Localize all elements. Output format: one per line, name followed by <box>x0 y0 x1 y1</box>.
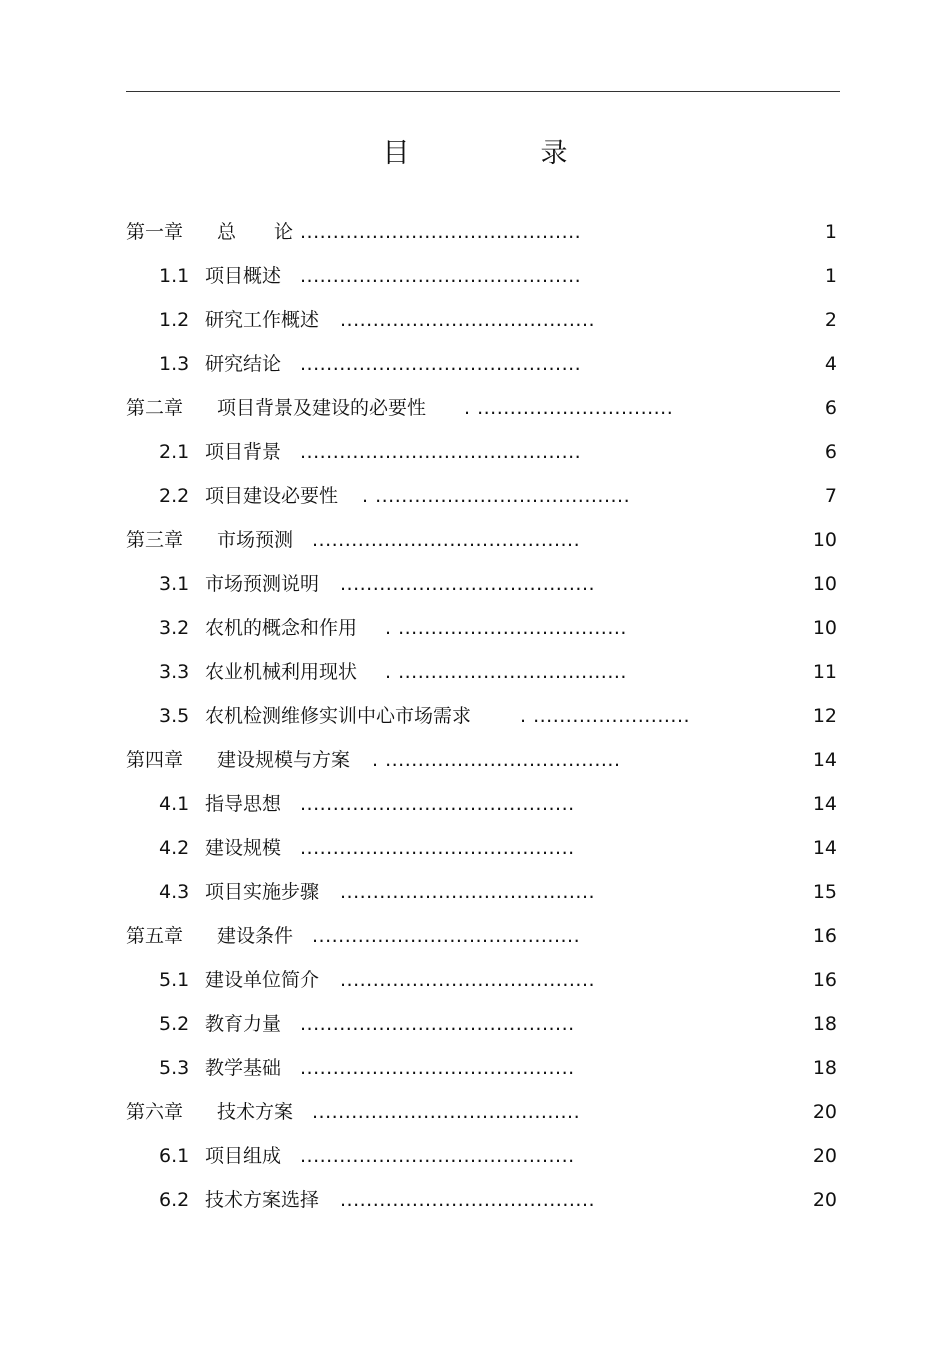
toc-entry-title: 农业机械利用现状 <box>205 661 358 683</box>
toc-entry-2-1[interactable] <box>0 430 950 474</box>
toc-page-number: 14 <box>812 793 837 815</box>
toc-entry-4-1[interactable] <box>0 782 950 826</box>
toc-entry-3-1[interactable] <box>0 562 950 606</box>
toc-entry-title: 项目组成 <box>205 1145 282 1167</box>
toc-leader-dots: .......................................... <box>300 1145 575 1167</box>
toc-entry-title: 建设规模 <box>205 837 282 859</box>
toc-entry-number: 4.1 <box>159 793 190 815</box>
toc-entry-title: 总 论 <box>217 221 294 243</box>
toc-entry-chapter-1[interactable] <box>0 210 950 254</box>
toc-leader-dots: ....................................... <box>340 573 596 595</box>
toc-entry-number: 第四章 <box>126 749 184 771</box>
toc-entry-title: 项目建设必要性 <box>205 485 339 507</box>
toc-entry-title: 建设条件 <box>217 925 294 947</box>
toc-entry-chapter-3[interactable] <box>0 518 950 562</box>
toc-entry-6-2[interactable] <box>0 1178 950 1222</box>
toc-entry-title: 建设规模与方案 <box>217 749 351 771</box>
toc-leader-dots: ........................................... <box>300 265 582 287</box>
toc-leader-dots: ........................................... <box>300 353 582 375</box>
toc-leader-dots: . ................................... <box>385 661 627 683</box>
toc-page-number: 1 <box>824 221 837 243</box>
toc-entry-title: 项目背景 <box>205 441 282 463</box>
toc-page-number: 12 <box>812 705 837 727</box>
toc-entry-title: 技术方案 <box>217 1101 294 1123</box>
toc-entry-number: 3.1 <box>159 573 190 595</box>
toc-page-number: 6 <box>824 397 837 419</box>
toc-entry-number: 4.3 <box>159 881 190 903</box>
toc-entry-number: 2.2 <box>159 485 190 507</box>
toc-entry-number: 3.5 <box>159 705 190 727</box>
toc-page-number: 10 <box>812 617 837 639</box>
toc-entry-number: 5.3 <box>159 1057 190 1079</box>
toc-entry-5-1[interactable] <box>0 958 950 1002</box>
toc-entry-3-3[interactable] <box>0 650 950 694</box>
toc-page-number: 20 <box>812 1101 837 1123</box>
toc-leader-dots: .......................................... <box>300 837 575 859</box>
toc-leader-dots: . .............................. <box>464 397 674 419</box>
toc-entry-title: 研究工作概述 <box>205 309 320 331</box>
toc-page-number: 20 <box>812 1189 837 1211</box>
toc-entry-1-2[interactable] <box>0 298 950 342</box>
toc-page-number: 1 <box>824 265 837 287</box>
toc-entry-chapter-2[interactable] <box>0 386 950 430</box>
toc-page-number: 4 <box>824 353 837 375</box>
toc-leader-dots: ........................................... <box>300 221 582 243</box>
toc-entry-number: 第五章 <box>126 925 184 947</box>
toc-page-number: 10 <box>812 573 837 595</box>
toc-leader-dots: . ................................... <box>385 617 627 639</box>
toc-leader-dots: ........................................... <box>300 441 582 463</box>
toc-entry-chapter-4[interactable] <box>0 738 950 782</box>
toc-entry-3-2[interactable] <box>0 606 950 650</box>
toc-entry-number: 1.1 <box>159 265 190 287</box>
toc-entry-5-3[interactable] <box>0 1046 950 1090</box>
toc-page-number: 7 <box>824 485 837 507</box>
toc-leader-dots: ......................................... <box>312 529 581 551</box>
toc-entry-number: 第三章 <box>126 529 184 551</box>
toc-entry-number: 第六章 <box>126 1101 184 1123</box>
header-rule <box>126 91 840 92</box>
toc-leader-dots: . ....................................... <box>362 485 631 507</box>
toc-entry-number: 1.3 <box>159 353 190 375</box>
toc-leader-dots: .......................................... <box>300 1057 575 1079</box>
toc-entry-1-1[interactable] <box>0 254 950 298</box>
toc-entry-title: 教育力量 <box>205 1013 282 1035</box>
page-title: 目 录 <box>382 138 620 169</box>
toc-leader-dots: ....................................... <box>340 309 596 331</box>
toc-entry-title: 农机检测维修实训中心市场需求 <box>205 705 472 727</box>
toc-entry-number: 3.2 <box>159 617 190 639</box>
toc-leader-dots: .......................................... <box>300 793 575 815</box>
toc-leader-dots: ....................................... <box>340 1189 596 1211</box>
toc-entry-number: 3.3 <box>159 661 190 683</box>
toc-entry-title: 市场预测 <box>217 529 294 551</box>
toc-entry-title: 市场预测说明 <box>205 573 320 595</box>
toc-leader-dots: ......................................... <box>312 925 581 947</box>
toc-page-number: 18 <box>812 1057 837 1079</box>
toc-page-number: 18 <box>812 1013 837 1035</box>
toc-entry-chapter-6[interactable] <box>0 1090 950 1134</box>
toc-leader-dots: .......................................... <box>300 1013 575 1035</box>
toc-entry-number: 第一章 <box>126 221 184 243</box>
toc-entry-title: 研究结论 <box>205 353 282 375</box>
toc-entry-number: 1.2 <box>159 309 190 331</box>
toc-entry-3-5[interactable] <box>0 694 950 738</box>
toc-entry-number: 4.2 <box>159 837 190 859</box>
toc-leader-dots: ....................................... <box>340 969 596 991</box>
toc-entry-chapter-5[interactable] <box>0 914 950 958</box>
toc-entry-title: 项目概述 <box>205 265 282 287</box>
toc-entry-number: 2.1 <box>159 441 190 463</box>
toc-entry-title: 项目背景及建设的必要性 <box>217 397 427 419</box>
toc-entry-number: 第二章 <box>126 397 184 419</box>
toc-page-number: 6 <box>824 441 837 463</box>
toc-page-number: 11 <box>812 661 837 683</box>
toc-entry-title: 项目实施步骤 <box>205 881 320 903</box>
toc-page-number: 20 <box>812 1145 837 1167</box>
toc-entry-4-3[interactable] <box>0 870 950 914</box>
toc-entry-title: 技术方案选择 <box>205 1189 320 1211</box>
toc-page-number: 14 <box>812 749 837 771</box>
toc-entry-number: 6.2 <box>159 1189 190 1211</box>
toc-page-number: 10 <box>812 529 837 551</box>
toc-page-number: 14 <box>812 837 837 859</box>
toc-entry-title: 教学基础 <box>205 1057 282 1079</box>
toc-entry-title: 建设单位简介 <box>205 969 320 991</box>
toc-entry-title: 农机的概念和作用 <box>205 617 358 639</box>
toc-page-number: 15 <box>812 881 837 903</box>
toc-entry-number: 5.2 <box>159 1013 190 1035</box>
toc-page-number: 2 <box>824 309 837 331</box>
toc-leader-dots: ......................................... <box>312 1101 581 1123</box>
toc-leader-dots: . .................................... <box>372 749 621 771</box>
toc-entry-1-3[interactable] <box>0 342 950 386</box>
toc-entry-6-1[interactable] <box>0 1134 950 1178</box>
toc-entry-number: 6.1 <box>159 1145 190 1167</box>
toc-page-number: 16 <box>812 925 837 947</box>
toc-leader-dots: . ........................ <box>520 705 691 727</box>
toc-page-number: 16 <box>812 969 837 991</box>
toc-entry-2-2[interactable] <box>0 474 950 518</box>
toc-entry-5-2[interactable] <box>0 1002 950 1046</box>
toc-entry-title: 指导思想 <box>205 793 282 815</box>
toc-entry-number: 5.1 <box>159 969 190 991</box>
toc-entry-4-2[interactable] <box>0 826 950 870</box>
toc-leader-dots: ....................................... <box>340 881 596 903</box>
